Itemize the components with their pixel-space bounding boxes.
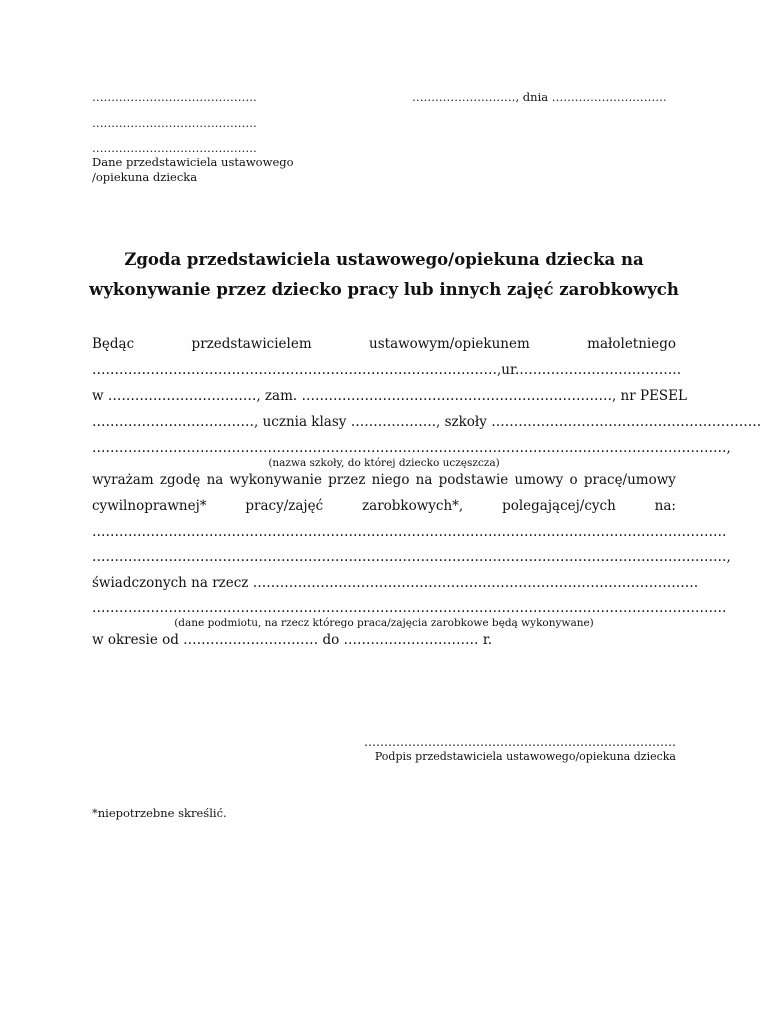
word: niego <box>371 472 410 488</box>
guardian-label-1: Dane przedstawiciela ustawowego <box>92 155 294 169</box>
school-name-field: ……………………………………………………………………………………………………………………………, <box>92 440 731 456</box>
guardian-label-2: /opiekuna dziecka <box>92 170 198 184</box>
guardian-dots-line-1: ……………………………………. <box>92 90 257 104</box>
word: ustawowym/opiekunem <box>369 336 530 352</box>
word: pracę/umowy <box>583 472 676 488</box>
body-row-1 <box>92 336 676 352</box>
word: wyrażam <box>92 472 154 488</box>
entity-note: (dane podmiotu, na rzecz którego praca/zajęcia zarobkowe będą wykonywane) <box>174 617 594 629</box>
word: o <box>569 472 578 488</box>
word: przez <box>328 472 366 488</box>
birth-date-field: ……………………………… <box>519 362 682 378</box>
word: na: <box>654 498 676 514</box>
school-note: (nazwa szkoły, do której dziecko uczęszcza) <box>268 457 500 469</box>
body-row-9 <box>92 549 731 565</box>
word: na <box>415 472 433 488</box>
body-row-6 <box>92 472 676 488</box>
body-row-2 <box>92 362 682 378</box>
body-row-12: w okresie od ………………………… do ………………………… r. <box>92 632 493 648</box>
born-label: ur. <box>501 362 520 378</box>
word: polegającej/cych <box>502 498 616 514</box>
body-row-5 <box>92 440 731 456</box>
body-row-8 <box>92 524 727 540</box>
body-row-10: świadczonych na rzecz ……………………………………………………………………………………… <box>92 575 699 591</box>
word: Będąc <box>92 336 135 352</box>
document-title-line-1: Zgoda przedstawiciela ustawowego/opiekuna dziecka na <box>124 250 644 269</box>
word: cywilnoprawnej* <box>92 498 207 514</box>
guardian-dots-line-2: ……………………………………. <box>92 116 257 130</box>
work-description-field-2: ……………………………………………………………………………………………………………………………, <box>92 549 731 565</box>
guardian-dots-line-3: ……………………………………. <box>92 141 257 155</box>
place-address-pesel: w ……………………………, zam. ……………………………………………………………, nr PESEL <box>92 388 688 404</box>
pesel-class-school: ………………………………, ucznia klasy ………………., szkoły …………………………………………………… <box>92 414 762 430</box>
body-row-4 <box>92 414 762 430</box>
body-row-7 <box>92 498 676 514</box>
entity-field: …………………………………………………………………………………………………………………………… <box>92 600 727 616</box>
place-date-line: ………………………, dnia ………………………… <box>412 90 667 104</box>
work-description-field-1: …………………………………………………………………………………………………………………………… <box>92 524 727 540</box>
word: zgodę <box>159 472 201 488</box>
word: na <box>206 472 224 488</box>
document-title-line-2: wykonywanie przez dziecko pracy lub innych zajęć zarobkowych <box>89 280 679 299</box>
child-name-field: ………………………………………………………………………………, <box>92 362 502 378</box>
word: pracy/zajęć <box>245 498 324 514</box>
body-row-3 <box>92 388 688 404</box>
word: małoletniego <box>587 336 676 352</box>
footnote: *niepotrzebne skreślić. <box>92 806 227 820</box>
signature-line: …………………………………………………………………… <box>364 735 676 749</box>
word: wykonywanie <box>229 472 322 488</box>
body-row-11 <box>92 600 727 616</box>
word: podstawie <box>438 472 509 488</box>
signature-caption: Podpis przedstawiciela ustawowego/opiekuna dziecka <box>374 750 676 763</box>
word: przedstawicielem <box>191 336 312 352</box>
word: zarobkowych*, <box>362 498 464 514</box>
word: umowy <box>514 472 564 488</box>
